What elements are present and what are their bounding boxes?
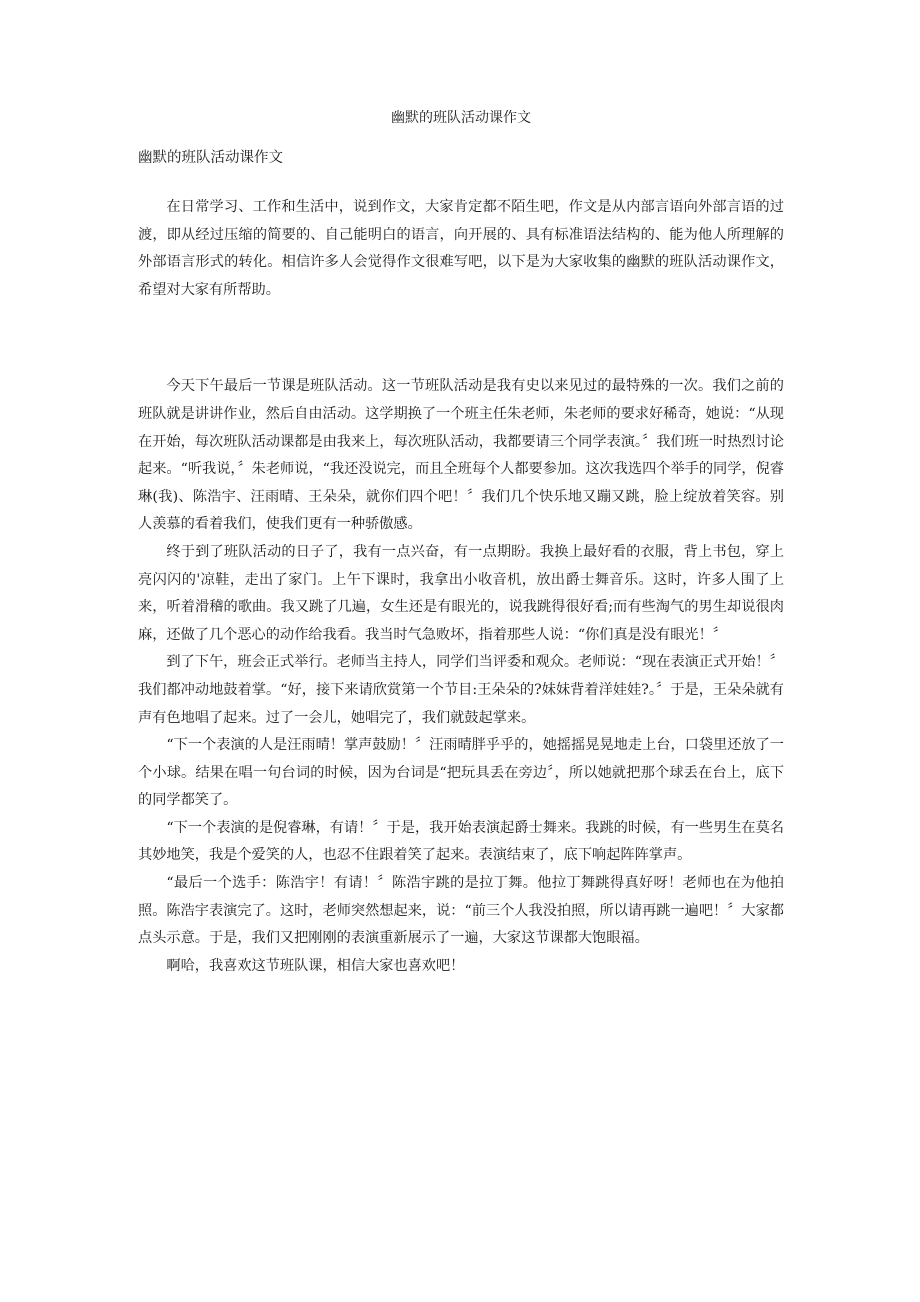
body-paragraph-2: 终于到了班队活动的日子了，我有一点兴奋，有一点期盼。我换上最好看的衣服，背上书包，穿上亮闪闪的'凉鞋，走出了家门。上午下课时，我拿出小收音机，放出爵士舞音乐。这时，许多人围了上来，听着滑稽的歌曲。我又跳了几遍，女生还是有眼光的，说我跳得很好看;而有些淘气的男生却说很肉麻，还做了几个恶心的动作给我看。我当时气急败坏，指着那些人说：“你们真是没有眼光！〞 [138,543,784,643]
document-title: 幽默的班队活动课作文 [391,110,531,126]
body-paragraph-6: “最后一个选手：陈浩宇！有请！〞陈浩宇跳的是拉丁舞。他拉丁舞跳得真好呀！老师也在为他拍照。陈浩宇表演完了。这时，老师突然想起来，说：“前三个人我没拍照，所以请再跳一遍吧！〞大家都点头示意。于是，我们又把刚刚的表演重新展示了一遍，大家这节课都大饱眼福。 [138,875,784,947]
body-paragraph-7: 啊哈，我喜欢这节班队课，相信大家也喜欢吧！ [166,957,465,974]
body-paragraph-5: “下一个表演的是倪睿琳，有请！〞于是，我开始表演起爵士舞来。我跳的时候，有一些男生在莫名其妙地笑，我是个爱笑的人，也忍不住跟着笑了起来。表演结束了，底下响起阵阵掌声。 [138,819,784,864]
document-subtitle: 幽默的班队活动课作文 [138,150,283,166]
document-page [138,108,784,980]
body-paragraph-4: “下一个表演的人是汪雨晴！掌声鼓励！〞汪雨晴胖乎乎的，她摇摇晃晃地走上台，口袋里还放了一个小球。结果在唱一句台词的时候，因为台词是“把玩具丢在旁边〞，所以她就把那个球丢在台上，底下的同学都笑了。 [138,737,784,809]
intro-paragraph: 在日常学习、工作和生活中，说到作文，大家肯定都不陌生吧，作文是从内部言语向外部言语的过渡，即从经过压缩的简要的、自己能明白的语言，向开展的、具有标准语法结构的、能为他人所理解的外部语言形式的转化。相信许多人会觉得作文很难写吧，以下是为大家收集的幽默的班队活动课作文，希望对大家有所帮助。 [138,199,784,298]
body-paragraph-3: 到了下午，班会正式举行。老师当主持人，同学们当评委和观众。老师说：“现在表演正式开始！〞我们都冲动地鼓着掌。“好，接下来请欣赏第一个节目:王朵朵的?妹妹背着洋娃娃?。〞于是，王朵朵就有声有色地唱了起来。过了一会儿，她唱完了，我们就鼓起掌来。 [138,654,784,726]
body-paragraph-1: 今天下午最后一节课是班队活动。这一节班队活动是我有史以来见过的最特殊的一次。我们之前的班队就是讲讲作业，然后自由活动。这学期换了一个班主任朱老师，朱老师的要求好稀奇，她说：“从现在开始，每次班队活动课都是由我来上，每次班队活动，我都要请三个同学表演。〞我们班一时热烈讨论起来。“听我说，〞朱老师说，“我还没说完，而且全班每个人都要参加。这次我选四个举手的同学，倪睿琳(我)、陈浩宇、汪雨晴、王朵朵，就你们四个吧！〞我们几个快乐地又蹦又跳，脸上绽放着笑容。别人羡慕的看着我们，使我们更有一种骄傲感。 [138,378,784,533]
